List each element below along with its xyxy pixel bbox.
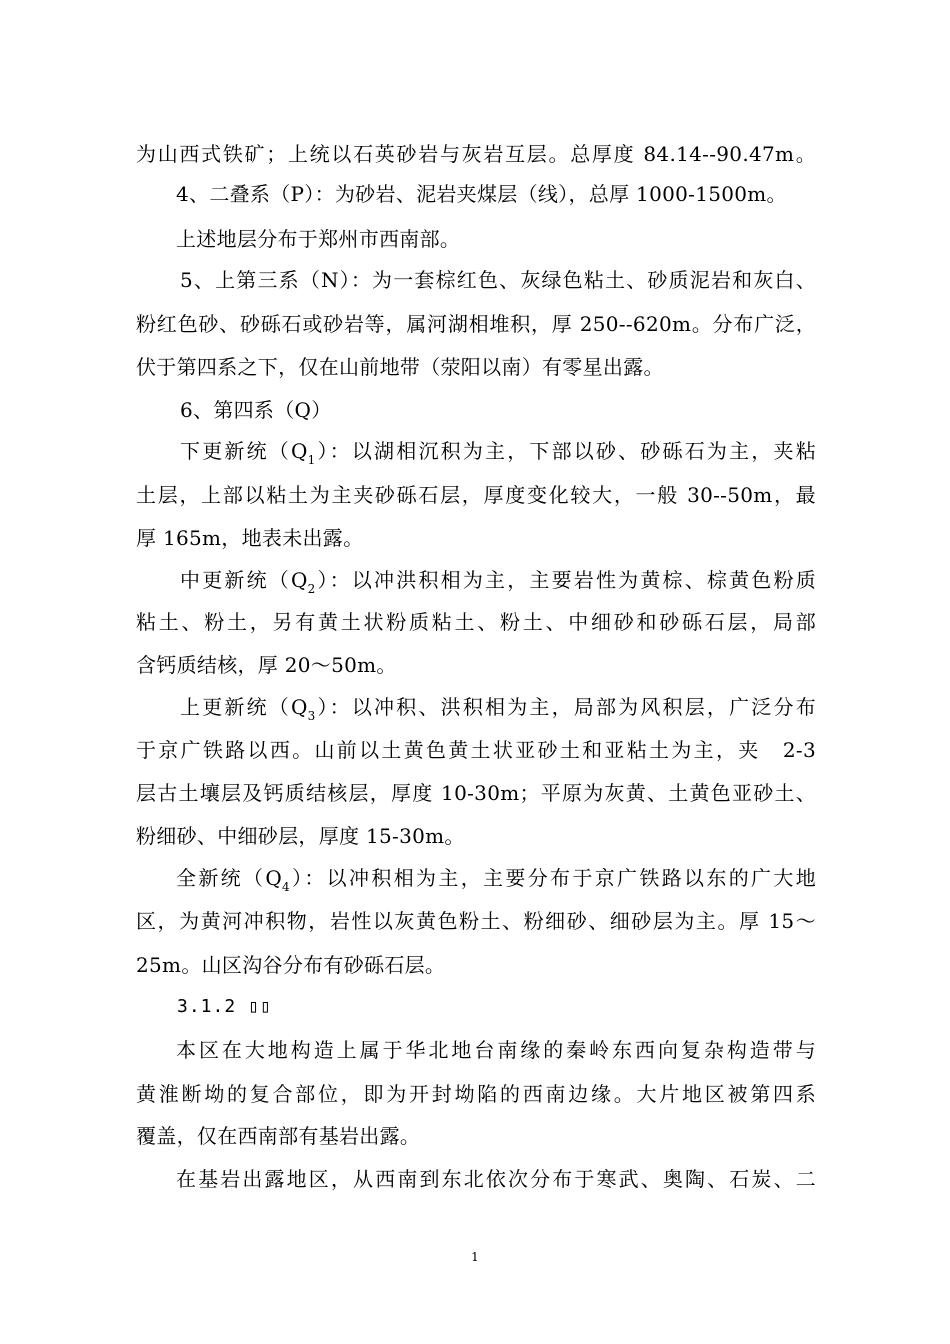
q4-text-end: ）：以冲积相为主，主要分布于京广铁路以东的广大地 (289, 866, 817, 890)
paragraph-line (180, 437, 816, 465)
paragraph-line: 粘土、粉土，另有黄土状粉质粘土、粉土、中细砂和砂砾石层，局部 (136, 610, 816, 634)
paragraph-line: 于京广铁路以西。山前以土黄色黄土状亚砂土和亚粘土为主，夹 2-3 (136, 738, 816, 762)
q1-subscript: 1 (307, 453, 316, 467)
section-title: 6、第四系（Q） (180, 398, 332, 422)
paragraph-line: 在基岩出露地区，从西南到东北依次分布于寒武、奥陶、石炭、二 (176, 1167, 816, 1191)
paragraph-line: 厚 165m，地表未出露。 (136, 526, 364, 550)
paragraph-line: 伏于第四系之下，仅在山前地带（荥阳以南）有零星出露。 (136, 355, 664, 379)
section-heading: 3.1.2 ▯▯ (177, 996, 272, 1017)
q2-subscript: 2 (307, 582, 316, 596)
paragraph-line (180, 566, 816, 594)
paragraph-line: 25m。山区沟谷分布有砂砾石层。 (136, 953, 446, 977)
q1-text-end: ）：以湖相沉积为主，下部以砂、砂砾石为主，夹粘 (315, 439, 816, 463)
q2-text-start: 中更新统（Q (180, 568, 308, 592)
q3-text-end: ）：以冲积、洪积相为主，局部为风积层，广泛分布 (315, 695, 816, 719)
paragraph-line: 为山西式铁矿；上统以石英砂岩与灰岩互层。总厚度 84.14--90.47m。 (136, 142, 816, 166)
paragraph-line: 层古土壤层及钙质结核层，厚度 10-30m；平原为灰黄、土黄色亚砂土、 (136, 781, 816, 805)
paragraph-line: 区，为黄河冲积物，岩性以灰黄色粉土、粉细砂、细砂层为主。厚 15～ (136, 909, 816, 933)
q4-subscript: 4 (282, 880, 290, 894)
paragraph-line: 覆盖，仅在西南部有基岩出露。 (136, 1124, 421, 1148)
paragraph-line (180, 693, 816, 721)
paragraph-line: 黄淮断坳的复合部位，即为开封坳陷的西南边缘。大片地区被第四系 (136, 1082, 816, 1106)
paragraph-line: 上述地层分布于郑州市西南部。 (176, 227, 461, 251)
q3-text-start: 上更新统（Q (180, 695, 308, 719)
paragraph-line: 粉红色砂、砂砾石或砂岩等，属河湖相堆积，厚 250--620m。分布广泛， (136, 312, 816, 336)
q4-text-start: 全新统（Q (176, 866, 283, 890)
paragraph-line: 粉细砂、中细砂层，厚度 15-30m。 (136, 824, 465, 848)
paragraph-line: 本区在大地构造上属于华北地台南缘的秦岭东西向复杂构造带与 (176, 1038, 816, 1062)
paragraph-line: 含钙质结核，厚 20～50m。 (136, 653, 397, 677)
paragraph-line: 5、上第三系（N）：为一套棕红色、灰绿色粘土、砂质泥岩和灰白、 (180, 268, 816, 292)
paragraph-line: 4、二叠系（P）：为砂岩、泥岩夹煤层（线），总厚 1000-1500m。 (176, 182, 787, 206)
q3-subscript: 3 (307, 709, 316, 723)
q1-text-start: 下更新统（Q (180, 439, 308, 463)
paragraph-line (176, 864, 816, 892)
page-number: 1 (471, 1250, 479, 1264)
paragraph-line: 土层，上部以粘土为主夹砂砾石层，厚度变化较大，一般 30--50m，最 (136, 483, 816, 507)
q2-text-end: ）：以冲洪积相为主，主要岩性为黄棕、棕黄色粉质 (315, 568, 816, 592)
